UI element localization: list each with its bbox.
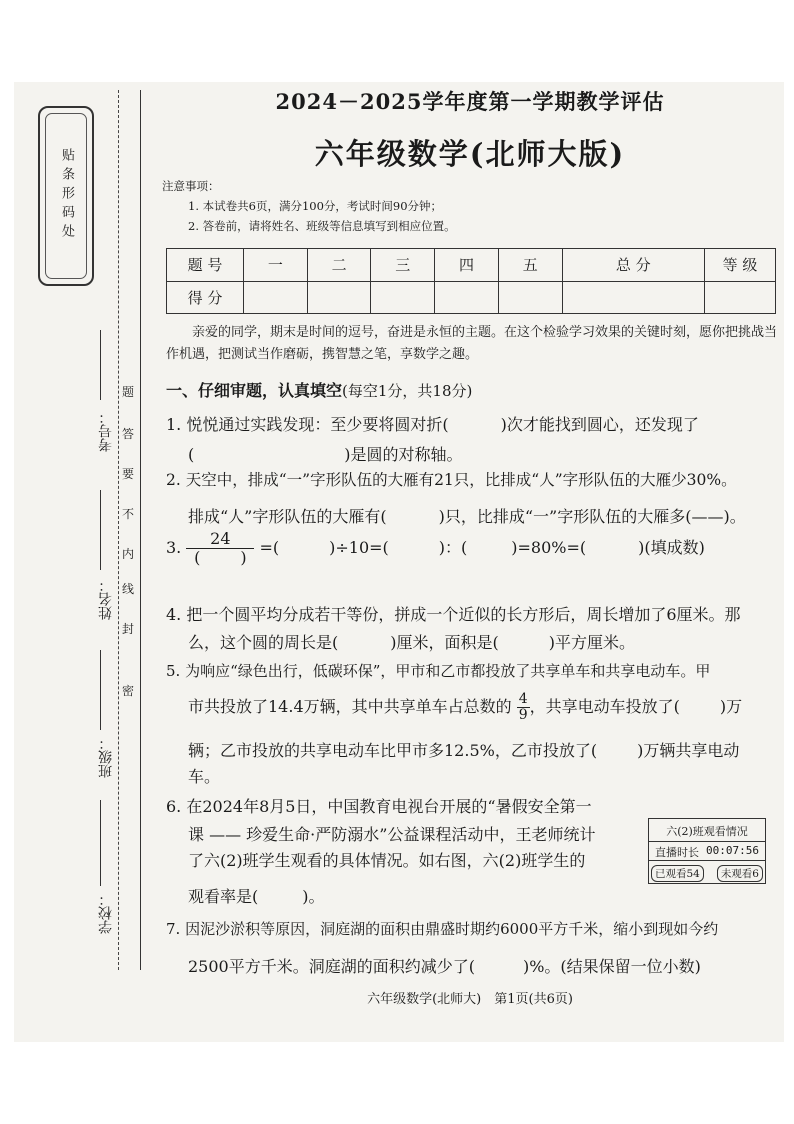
seal-char: 要 (122, 467, 135, 481)
class-field[interactable] (100, 650, 101, 730)
barcode-area (38, 106, 94, 286)
question-6-line-4 (188, 884, 325, 907)
table-cell: 题 号 (167, 249, 244, 282)
paren: ) (240, 548, 247, 567)
q3-text: )(填成数) (638, 538, 705, 557)
q2-text: 排成“人”字形队伍的大雁有( (188, 507, 387, 526)
score-input-cell[interactable] (371, 281, 435, 314)
question-2-line-2 (188, 504, 746, 527)
viewing-stats-box (648, 818, 766, 884)
note-item: 1. 本试卷共6页，满分100分，考试时间90分钟； (188, 199, 443, 213)
question-6-line-1: 6. 在2024年8月5日，中国教育电视台开展的“暑假安全第一 (166, 797, 592, 816)
question-4-line-1: 4. 把一个圆平均分成若干等份，拼成一个近似的长方形后，周长增加了6厘米。那 (166, 605, 741, 624)
q7-text: )%。(结果保留一位小数) (522, 957, 701, 976)
question-3 (166, 530, 705, 567)
paren: ( (194, 548, 201, 567)
school-field[interactable] (100, 800, 101, 886)
question-6-line-3: 了六(2)班学生观看的具体情况。如右图，六(2)班学生的 (188, 851, 586, 870)
fraction-numerator: 24 (186, 530, 254, 549)
seal-solid-line (140, 90, 141, 970)
section-title: 一、仔细审题，认真填空 (166, 381, 343, 400)
fraction-numerator: 4 (518, 691, 528, 707)
q4-text: )厘米，面积是( (390, 633, 499, 652)
q6-text: 观看率是( (188, 887, 259, 906)
seal-dashed-line (118, 90, 119, 970)
question-7-line-1: 7. 因泥沙淤积等原因，洞庭湖的面积由鼎盛时期约6000平方千米，缩小到现如今约 (166, 920, 719, 938)
table-cell: 五 (498, 249, 562, 282)
fraction-denominator: 9 (518, 707, 528, 723)
q3-number: 3. (166, 538, 182, 557)
score-input-cell[interactable] (705, 281, 776, 314)
table-cell: 一 (244, 249, 308, 282)
score-input-cell[interactable] (307, 281, 371, 314)
q5-text: )万辆共享电动 (637, 741, 740, 760)
fraction-denominator (186, 549, 254, 567)
score-table-score-row (167, 281, 776, 314)
table-cell: 总 分 (562, 249, 704, 282)
question-1-line-1 (166, 412, 699, 435)
score-table (166, 248, 776, 314)
question-5-line-3 (188, 738, 739, 761)
viewing-stats-title: 六(2)班观看情况 (666, 825, 748, 838)
live-duration-label: 直播时长 (655, 846, 699, 859)
score-input-cell[interactable] (498, 281, 562, 314)
q3-text: )：( (438, 538, 468, 557)
seal-char: 答 (122, 427, 135, 441)
exam-title: 六年级数学(北师大版) (314, 137, 626, 171)
question-2-line-1: 2. 天空中，排成“一”字形队伍的大雁有21只，比排成“人”字形队伍的大雁少30%。 (166, 471, 737, 489)
live-duration-value: 00:07:56 (706, 844, 759, 857)
q5-fraction (517, 692, 530, 723)
seal-char: 封 (122, 622, 135, 636)
watched-badge: 已观看54 (651, 865, 704, 882)
table-cell: 三 (371, 249, 435, 282)
notes-title: 注意事项： (162, 179, 220, 193)
name-field[interactable] (100, 490, 101, 570)
q6-text: )。 (302, 887, 325, 906)
section-heading (166, 378, 472, 401)
question-7-line-2 (188, 954, 701, 977)
q7-text: 2500平方千米。洞庭湖的面积约减少了( (188, 957, 475, 976)
q1-text: )次才能找到圆心，还发现了 (500, 415, 699, 434)
score-input-cell[interactable] (244, 281, 308, 314)
seal-char: 线 (122, 582, 135, 596)
question-4-line-2 (188, 630, 635, 653)
unwatched-badge: 未观看6 (717, 865, 763, 882)
school-label: 学校： (98, 892, 114, 934)
q3-fraction (186, 530, 254, 567)
question-5-line-4: 车。 (188, 767, 221, 786)
q1-text: ( (188, 445, 195, 464)
seal-char: 不 (122, 507, 135, 521)
table-cell: 得 分 (167, 281, 244, 314)
seal-char: 题 (122, 385, 135, 399)
score-table-header-row (167, 249, 776, 282)
exam-number-label: 考号： (98, 410, 114, 452)
q4-text: )平方厘米。 (548, 633, 635, 652)
q4-text: 么，这个圆的周长是( (188, 633, 339, 652)
q3-text: =( (259, 538, 280, 557)
score-input-cell[interactable] (562, 281, 704, 314)
seal-char: 内 (122, 547, 135, 561)
question-1-line-2 (188, 442, 463, 465)
name-label: 姓名： (98, 578, 114, 620)
table-cell: 四 (435, 249, 499, 282)
question-5-line-2 (188, 692, 742, 723)
table-cell: 等 级 (705, 249, 776, 282)
note-item: 2. 答卷前，请将姓名、班级等信息填写到相应位置。 (188, 219, 456, 233)
q1-text: 1. 悦悦通过实践发现：至少要将圆对折( (166, 415, 449, 434)
exam-number-field[interactable] (100, 330, 101, 400)
q5-text: )万 (719, 697, 743, 716)
section-note: (每空1分，共18分) (342, 382, 473, 400)
seal-char: 密 (122, 684, 135, 698)
table-cell: 二 (307, 249, 371, 282)
score-input-cell[interactable] (435, 281, 499, 314)
barcode-label: 贴条形码处 (59, 148, 74, 243)
q2-text: )只，比排成“一”字形队伍的大雁多(——)。 (438, 507, 746, 526)
class-label: 班级： (98, 736, 114, 778)
question-5-line-1: 5. 为响应“绿色出行，低碳环保”，甲市和乙市都投放了共享单车和共享电动车。甲 (166, 662, 711, 680)
page-footer: 六年级数学(北师大) 第1页(共6页) (367, 992, 573, 1007)
q1-text: )是圆的对称轴。 (344, 445, 463, 464)
live-duration-row (649, 841, 765, 861)
q3-text: )÷10=( (329, 538, 389, 557)
q5-text: 辆；乙市投放的共享电动车比甲市多12.5%，乙市投放了( (188, 741, 598, 760)
intro-text: 亲爱的同学，期末是时间的逗号，奋进是永恒的主题。在这个检验学习效果的关键时刻，愿你把挑战当作机遇，把测试当作磨砺，携智慧之笔，享数学之趣。 (166, 325, 778, 362)
question-6-line-2: 课 —— 珍爱生命·严防溺水”公益课程活动中，王老师统计 (188, 825, 596, 844)
q5-text: 市共投放了14.4万辆，其中共享单车占总数的 (188, 697, 512, 716)
q5-text: ，共享电动车投放了( (529, 697, 680, 716)
q3-text: )=80%=( (511, 538, 587, 557)
exam-header: 2024－2025学年度第一学期教学评估 (275, 89, 665, 114)
